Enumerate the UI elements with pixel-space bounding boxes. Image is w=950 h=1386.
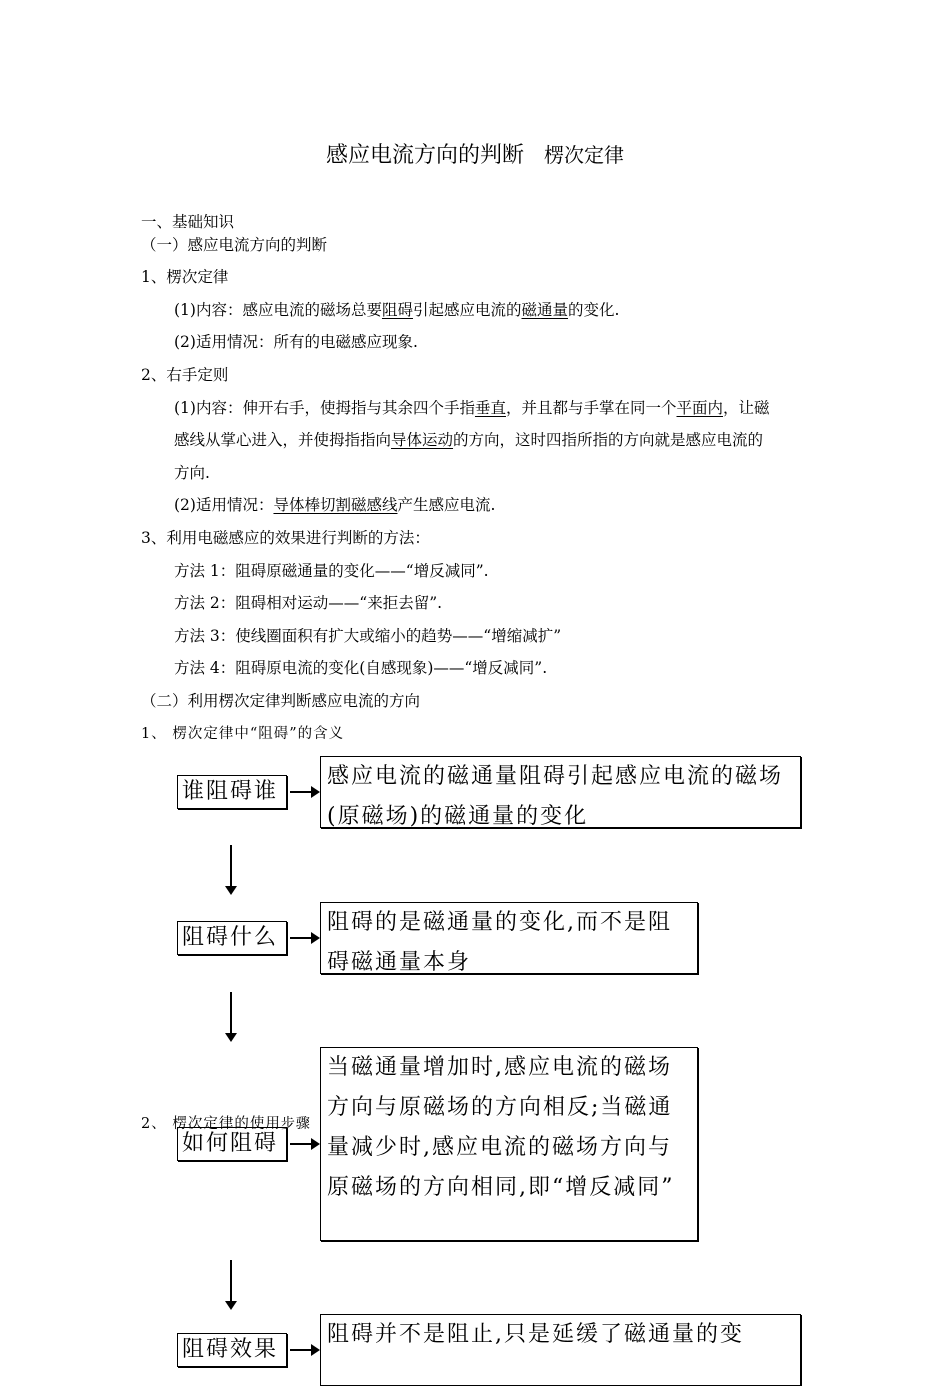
- page-title: [0, 138, 950, 169]
- right-hand-line-3: 方向.: [174, 464, 210, 482]
- right-hand-scope: [174, 493, 495, 515]
- lenz-content-underline-2: 磁通量: [521, 301, 569, 319]
- rh-scope-suffix: 产生感应电流.: [397, 496, 496, 514]
- arrow-right-icon: [290, 1143, 318, 1145]
- right-hand-heading: 2、右手定则: [141, 366, 229, 384]
- rh-line1-underline-1: 垂直: [474, 399, 506, 417]
- rh-line2-underline: 导体运动: [391, 431, 454, 449]
- steps-heading-b: 步骤: [280, 1116, 311, 1132]
- lenz-scope: (2)适用情况：所有的电磁感应现象.: [174, 333, 418, 351]
- arrow-right-icon: [290, 791, 318, 793]
- arrow-down-icon: [230, 1260, 232, 1308]
- diagram-text-who: 感应电流的磁通量阻碍引起感应电流的磁场(原磁场)的磁通量的变化: [320, 756, 801, 828]
- arrow-down-icon: [230, 992, 232, 1040]
- lenz-heading: 1、楞次定律: [141, 268, 229, 286]
- rh-line2-suffix: 的方向，这时四指所指的方向就是感应电流的: [453, 431, 764, 449]
- right-hand-line-2: [174, 428, 763, 450]
- method-item: 方法 2：阻碍相对运动——“来拒去留”.: [174, 594, 443, 612]
- lenz-content-prefix: (1)内容：感应电流的磁场总要: [174, 301, 382, 319]
- rh-line2-prefix: 感线从掌心进入，并使拇指指向: [174, 431, 392, 449]
- methods-heading: 3、利用电磁感应的效果进行判断的方法：: [141, 529, 430, 547]
- rh-line1-mid: ，并且都与手掌在同一个: [505, 399, 677, 417]
- rh-line1-underline-2: 平面内: [676, 399, 724, 417]
- arrow-down-icon: [230, 845, 232, 893]
- part2-heading: （二）利用楞次定律判断感应电流的方向: [141, 692, 421, 710]
- steps-heading-a: 2、 楞次定律的使用: [141, 1116, 281, 1132]
- lenz-content-mid: 引起感应电流的: [412, 301, 522, 319]
- right-hand-line-1: [174, 396, 770, 418]
- lenz-content-underline-1: 阻碍: [381, 301, 413, 319]
- rh-line1-suffix: ，让磁: [723, 399, 770, 417]
- method-item: 方法 4：阻碍原电流的变化(自感现象)——“增反减同”.: [174, 659, 548, 677]
- diagram-label-what: 阻碍什么: [177, 921, 287, 955]
- diagram-text-effect: 阻碍并不是阻止,只是延缓了磁通量的变: [320, 1314, 801, 1386]
- lenz-content: [174, 298, 619, 320]
- diagram-text-how: 当磁通量增加时,感应电流的磁场方向与原磁场的方向相反;当磁通量减少时,感应电流的磁场方向与原磁场的方向相同,即“增反减同”: [320, 1047, 698, 1241]
- arrow-right-icon: [290, 937, 318, 939]
- rh-scope-prefix: (2)适用情况：: [174, 496, 274, 514]
- diagram-label-who: 谁阻碍谁: [177, 775, 287, 809]
- method-item: 方法 1：阻碍原磁通量的变化——“增反减同”.: [174, 562, 489, 580]
- meaning-heading: 1、 楞次定律中“阻碍”的含义: [141, 726, 345, 742]
- method-item: 方法 3：使线圈面积有扩大或缩小的趋势——“增缩减扩”: [174, 627, 562, 645]
- title-main: 感应电流方向的判断: [325, 143, 524, 168]
- rh-scope-underline: 导体棒切割磁感线: [273, 496, 398, 514]
- lenz-content-suffix: 的变化.: [568, 301, 620, 319]
- arrow-right-icon: [290, 1349, 318, 1351]
- diagram-label-how: 如何阻碍: [177, 1127, 287, 1161]
- part1-heading: （一）感应电流方向的判断: [141, 236, 328, 254]
- section-heading-basics: 一、基础知识: [141, 213, 235, 231]
- title-sub: 楞次定律: [544, 143, 624, 167]
- rh-line1-prefix: (1)内容：伸开右手，使拇指与其余四个手指: [174, 399, 475, 417]
- diagram-label-effect: 阻碍效果: [177, 1333, 287, 1367]
- diagram-text-what: 阻碍的是磁通量的变化,而不是阻碍磁通量本身: [320, 902, 698, 974]
